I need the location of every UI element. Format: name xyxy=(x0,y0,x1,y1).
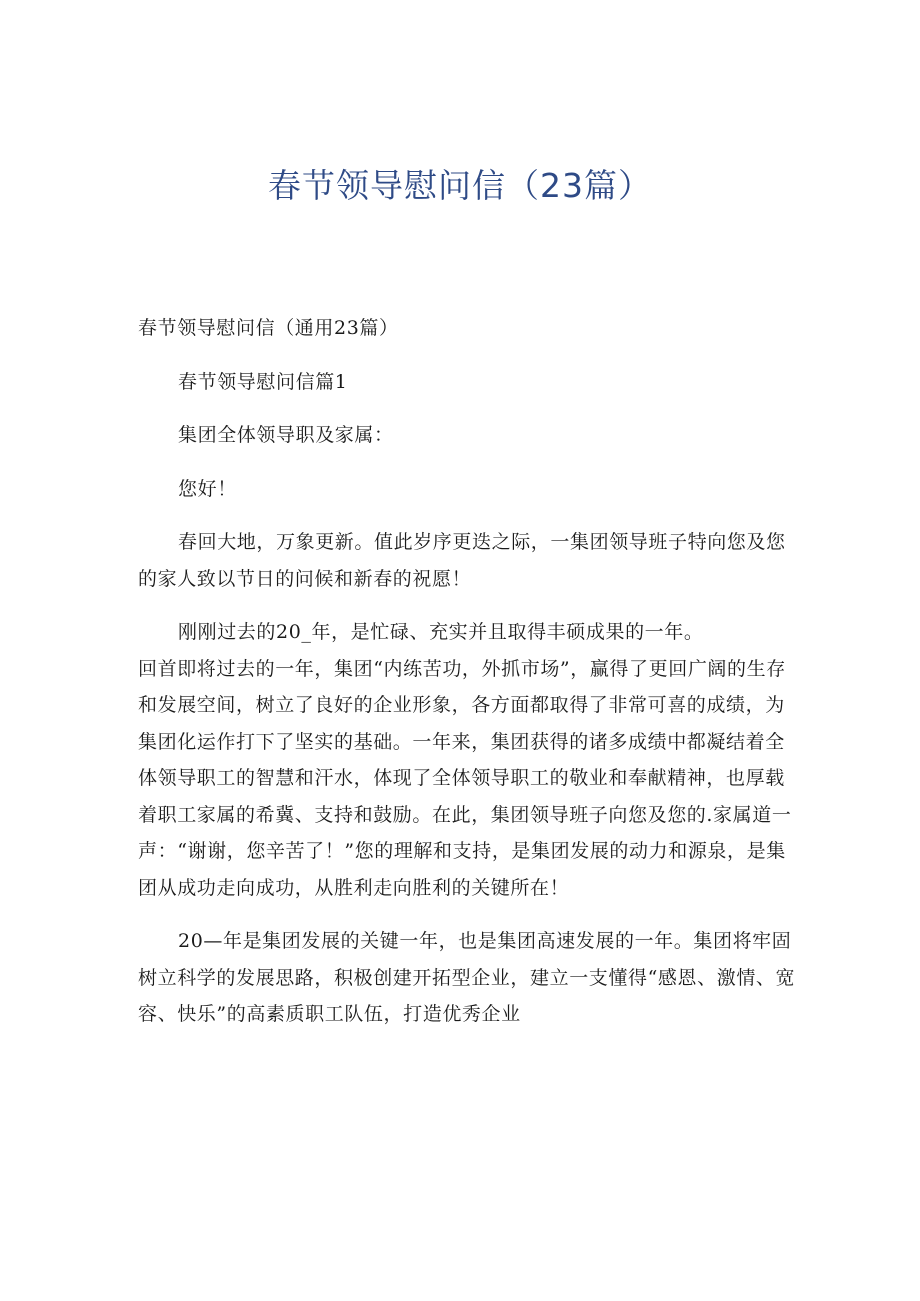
paragraph-2: 刚刚过去的20_年，是忙碌、充实并且取得丰硕成果的一年。 xyxy=(178,621,704,643)
document-title: 春节领导慰问信（23篇） xyxy=(268,166,652,205)
document-body xyxy=(138,310,798,1033)
paragraph-3: 回首即将过去的一年，集团“内练苦功，外抓市场”，赢得了更回广阔的生存和发展空间，树立了良好的企业形象，各方面都取得了非常可喜的成绩，为集团化运作打下了坚实的基础。一年来，集团获得的诸多成绩中都凝结着全体领导职工的智慧和汗水，体现了全体领导职工的敬业和奉献精神，也厚载着职工家属的希冀、支持和鼓励。在此，集团领导班子向您及您的.家属道一声：“谢谢，您辛苦了！”您的理解和支持，是集团发展的动力和源泉，是集团从成功走向成功，从胜利走向胜利的关键所在！ xyxy=(138,657,792,899)
paragraph-4: 20—年是集团发展的关键一年，也是集团高速发展的一年。集团将牢固树立科学的发展思路，积极创建开拓型企业，建立一支懂得“感恩、激情、宽容、快乐”的高素质职工队伍，打造优秀企业 xyxy=(138,930,796,1025)
greeting: 您好！ xyxy=(178,477,237,500)
salutation: 集团全体领导职及家属： xyxy=(178,424,394,446)
paragraph-1: 春回大地，万象更新。值此岁序更迭之际，一集团领导班子特向您及您的家人致以节日的问候和新春的祝愿！ xyxy=(138,531,786,590)
section-heading: 春节领导慰问信篇1 xyxy=(178,370,348,393)
document-subtitle: 春节领导慰问信（通用23篇） xyxy=(138,317,399,339)
